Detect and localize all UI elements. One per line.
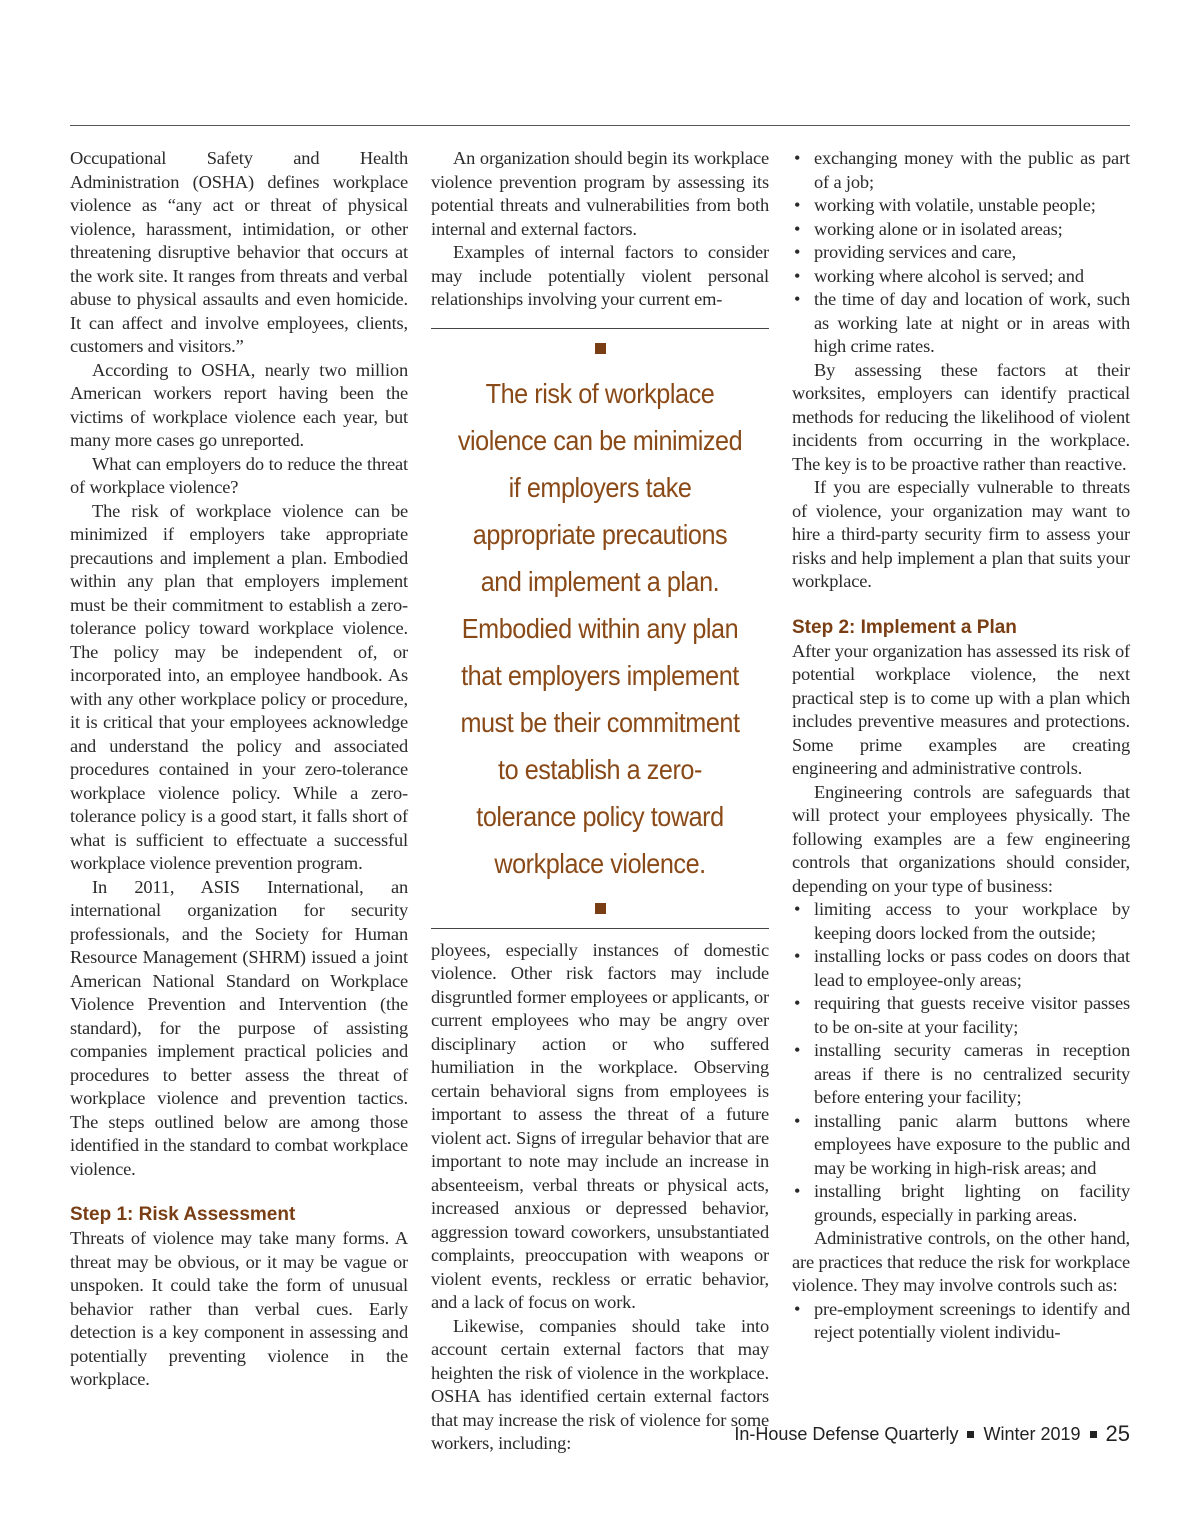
list-item: • installing locks or pass codes on doors that lead to employee-only areas;: [792, 945, 1130, 992]
top-rule: [70, 125, 1130, 126]
paragraph: By assessing these factors at their worksites, employers can identify practical methods for reducing the likelihood of violent incidents from occurring in the workplace. The key is to be proactive rather than reactive.: [792, 359, 1130, 474]
paragraph: Administrative controls, on the other hand, are practices that reduce the risk for workplace violence. They may involve controls such as:: [792, 1228, 1130, 1295]
list-item: • limiting access to your workplace by keeping doors locked from the outside;: [792, 898, 1130, 945]
paragraph: In 2011, ASIS International, an international organization for security professionals, and the Society for Human Resource Management (SHRM) issued a joint American National Standard on Workplace Violence Prevention and Intervention (the standard), for the purpose of assisting companies implement practical policies and procedures to better assess the threat of workplace violence and prevention tactics. The steps outlined below are among those identified in the standard to combat workplace violence.: [70, 876, 408, 1179]
publication-name: In-House Defense Quarterly: [734, 1423, 959, 1444]
paragraph: Threats of violence may take many forms. A threat may be obvious, or it may be vague or unspoken. It could take the form of unusual behavior rather than verbal cues. Early detection is a key component in assessing and potentially preventing violence in the workplace.: [70, 1228, 408, 1389]
paragraph: An organization should begin its workplace violence prevention program by assessing its potential threats and vulnerabilities from both internal and external factors.: [431, 148, 769, 239]
square-separator-icon: [967, 1431, 974, 1438]
paragraph: Examples of internal factors to consider may include potentially violent personal relationships involving your current em-: [431, 242, 769, 309]
list-item: • installing bright lighting on facility grounds, especially in parking areas.: [792, 1180, 1130, 1227]
bullet-list-engineering-controls: [792, 898, 1130, 1227]
square-ornament-icon: [595, 343, 606, 354]
list-item: • exchanging money with the public as part of a job;: [792, 147, 1130, 194]
column-middle: [431, 147, 769, 1456]
list-item: • providing services and care,: [792, 241, 1130, 265]
paragraph: What can employers do to reduce the threat of workplace violence?: [70, 453, 408, 497]
section-heading-step-2: Step 2: Implement a Plan: [792, 616, 1017, 638]
section-heading-step-1: Step 1: Risk Assessment: [70, 1204, 296, 1225]
page-footer: [734, 1421, 1130, 1447]
paragraph: Occupational Safety and Health Administration (OSHA) defines workplace violence as “any act or threat of physical violence, harassment, intimidation, or other threatening disruptive behavior that occurs at the work site. It ranges from threats and verbal abuse to physical assaults and even homicide. It can affect and involve employees, clients, customers and visitors.”: [70, 148, 408, 356]
paragraph: The risk of workplace violence can be minimized if employers take appropriate precautions and implement a plan. Embodied within any plan that employers implement must be their commitment to establish a zero-tolerance policy toward workplace violence. The policy may be independent of, or incorporated into, an employee handbook. As with any other workplace policy or procedure, it is critical that your employees acknowledge and understand the policy and associated procedures contained in your zero-tolerance workplace violence policy. While a zero-tolerance policy is a good start, it falls short of what is sufficient to effectuate a successful workplace violence prevention program.: [70, 500, 408, 873]
column-right: [792, 147, 1130, 1345]
paragraph: ployees, especially instances of domestic violence. Other risk factors may include disgruntled former employees or applicants, or current employees who may be angry over disciplinary action or who suffered humiliation in the workplace. Observing certain behavioral signs from employees is important to assess the threat of a future violent act. Signs of irregular behavior that are important to note may include an increase in absenteeism, verbal threats or physical acts, increased anxious or depressed behavior, aggression toward coworkers, unsubstantiated complaints, preoccupation with weapons or violent events, reckless or erratic behavior, and a lack of focus on work.: [431, 939, 769, 1312]
list-item: • installing panic alarm buttons where employees have exposure to the public and may be working in high-risk areas; and: [792, 1110, 1130, 1181]
list-item: • pre-employment screenings to identify and reject potentially violent individu-: [792, 1298, 1130, 1345]
column-left: [70, 147, 408, 1392]
list-item: • working alone or in isolated areas;: [792, 218, 1130, 242]
page-number: 25: [1105, 1421, 1130, 1446]
issue-label: Winter 2019: [983, 1423, 1081, 1444]
square-separator-icon: [1090, 1431, 1097, 1438]
pull-quote: [431, 328, 769, 929]
list-item: • working where alcohol is served; and: [792, 265, 1130, 289]
paragraph: Likewise, companies should take into account certain external factors that may heighten the risk of violence in the workplace. OSHA has identified certain external factors that may increase the risk of violence for some workers, including:: [431, 1315, 769, 1453]
bullet-list-administrative-controls: [792, 1298, 1130, 1345]
bullet-list-external-factors: [792, 147, 1130, 359]
list-item: • installing security cameras in reception areas if there is no centralized security before entering your facility;: [792, 1039, 1130, 1110]
list-item: • the time of day and location of work, such as working late at night or in areas with high crime rates.: [792, 288, 1130, 359]
pull-quote-text: The risk of workplace violence can be minimized if employers take appropriate precautions and implement a plan. Embodied within any plan that employers implement must be their commitment to establish a zero-tolerance policy toward workplace violence.: [457, 377, 743, 879]
paragraph: According to OSHA, nearly two million American workers report having been the victims of workplace violence each year, but many more cases go unreported.: [70, 359, 408, 450]
list-item: • requiring that guests receive visitor passes to be on-site at your facility;: [792, 992, 1130, 1039]
list-item: • working with volatile, unstable people;: [792, 194, 1130, 218]
square-ornament-icon: [595, 903, 606, 914]
paragraph: After your organization has assessed its risk of potential workplace violence, the next practical step is to come up with a plan which includes preventive measures and protections. Some prime examples are creating engineering and administrative controls.: [792, 640, 1130, 778]
paragraph: Engineering controls are safeguards that will protect your employees physically. The following examples are a few engineering controls that organizations should consider, depending on your type of business:: [792, 781, 1130, 896]
paragraph: If you are especially vulnerable to threats of violence, your organization may want to hire a third-party security firm to assess your risks and help implement a plan that suits your workplace.: [792, 477, 1130, 591]
